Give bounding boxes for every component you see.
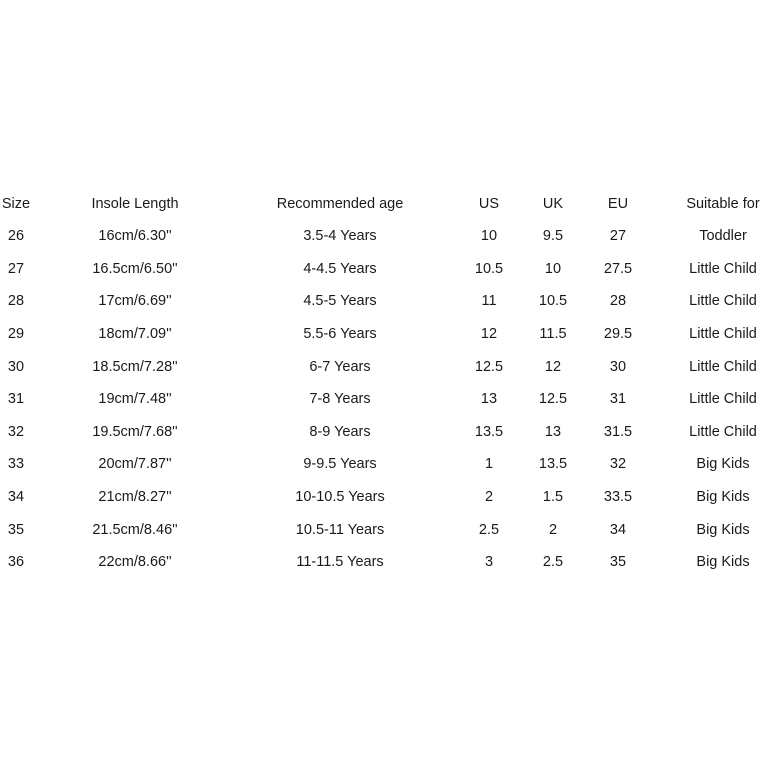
table-row xyxy=(0,350,768,383)
header-size: Size xyxy=(1,195,31,212)
cell-insole-length: 20cm/7.87'' xyxy=(98,456,172,473)
table-row xyxy=(0,220,768,253)
header-uk: UK xyxy=(542,195,564,212)
cell-eu: 31.5 xyxy=(603,423,633,440)
cell-suitable-for: Little Child xyxy=(689,326,757,343)
table-row xyxy=(0,253,768,286)
cell-insole-length: 22cm/8.66'' xyxy=(98,554,172,571)
cell-eu: 27.5 xyxy=(603,260,633,277)
header-suitable-for: Suitable for xyxy=(686,195,760,212)
cell-recommended-age: 7-8 Years xyxy=(309,391,371,408)
cell-eu: 34 xyxy=(609,521,627,538)
cell-uk: 2.5 xyxy=(542,554,564,571)
cell-insole-length: 21.5cm/8.46'' xyxy=(92,521,178,538)
header-eu: EU xyxy=(607,195,629,212)
cell-size: 32 xyxy=(7,423,25,440)
cell-us: 10 xyxy=(480,228,498,245)
cell-uk: 11.5 xyxy=(539,326,567,343)
cell-eu: 31 xyxy=(609,391,627,408)
cell-suitable-for: Little Child xyxy=(689,391,757,408)
cell-recommended-age: 3.5-4 Years xyxy=(303,228,377,245)
header-insole-length: Insole Length xyxy=(91,195,179,212)
cell-uk: 12 xyxy=(544,358,562,375)
table-row xyxy=(0,448,768,481)
cell-size: 34 xyxy=(7,489,25,506)
cell-us: 12 xyxy=(480,326,498,343)
cell-uk: 9.5 xyxy=(542,228,564,245)
cell-suitable-for: Little Child xyxy=(689,293,757,310)
cell-us: 3 xyxy=(484,554,494,571)
cell-recommended-age: 11-11.5 Years xyxy=(296,554,384,571)
cell-us: 13 xyxy=(480,391,498,408)
cell-us: 1 xyxy=(484,456,494,473)
cell-eu: 33.5 xyxy=(603,489,633,506)
cell-recommended-age: 10.5-11 Years xyxy=(295,521,385,538)
table-row xyxy=(0,285,768,318)
table-row xyxy=(0,383,768,416)
table-row xyxy=(0,318,768,351)
cell-uk: 10 xyxy=(544,260,562,277)
table-row xyxy=(0,513,768,546)
cell-eu: 27 xyxy=(609,228,627,245)
cell-suitable-for: Little Child xyxy=(689,358,757,375)
cell-uk: 1.5 xyxy=(542,489,564,506)
cell-recommended-age: 9-9.5 Years xyxy=(303,456,377,473)
cell-us: 13.5 xyxy=(474,423,504,440)
cell-size: 35 xyxy=(7,521,25,538)
header-us: US xyxy=(478,195,500,212)
cell-suitable-for: Toddler xyxy=(699,228,747,245)
cell-suitable-for: Big Kids xyxy=(696,489,750,506)
cell-uk: 2 xyxy=(548,521,558,538)
cell-uk: 13 xyxy=(544,423,562,440)
table-row xyxy=(0,416,768,449)
table-body xyxy=(0,220,768,579)
cell-recommended-age: 10-10.5 Years xyxy=(295,489,385,506)
cell-insole-length: 18cm/7.09'' xyxy=(98,326,172,343)
cell-suitable-for: Big Kids xyxy=(696,456,750,473)
cell-insole-length: 21cm/8.27'' xyxy=(98,489,172,506)
cell-eu: 28 xyxy=(609,293,627,310)
cell-us: 11 xyxy=(481,293,497,310)
size-chart-table xyxy=(0,187,768,579)
cell-suitable-for: Big Kids xyxy=(696,521,750,538)
cell-eu: 35 xyxy=(609,554,627,571)
cell-size: 29 xyxy=(7,326,25,343)
cell-uk: 12.5 xyxy=(538,391,568,408)
cell-size: 30 xyxy=(7,358,25,375)
cell-us: 10.5 xyxy=(474,260,504,277)
table-row xyxy=(0,546,768,579)
cell-us: 2.5 xyxy=(478,521,500,538)
cell-suitable-for: Little Child xyxy=(689,423,757,440)
cell-size: 27 xyxy=(7,260,25,277)
cell-size: 28 xyxy=(7,293,25,310)
cell-insole-length: 19.5cm/7.68'' xyxy=(92,423,178,440)
cell-size: 31 xyxy=(7,391,25,408)
cell-size: 36 xyxy=(7,554,25,571)
cell-recommended-age: 8-9 Years xyxy=(309,423,371,440)
cell-eu: 32 xyxy=(609,456,627,473)
cell-suitable-for: Big Kids xyxy=(696,554,750,571)
cell-size: 26 xyxy=(7,228,25,245)
cell-recommended-age: 4-4.5 Years xyxy=(303,260,377,277)
cell-us: 2 xyxy=(484,489,494,506)
cell-size: 33 xyxy=(7,456,25,473)
cell-eu: 29.5 xyxy=(603,326,633,343)
cell-insole-length: 16cm/6.30'' xyxy=(98,228,172,245)
cell-recommended-age: 5.5-6 Years xyxy=(303,326,377,343)
cell-uk: 10.5 xyxy=(538,293,568,310)
cell-suitable-for: Little Child xyxy=(689,260,757,277)
cell-insole-length: 18.5cm/7.28'' xyxy=(92,358,178,375)
cell-insole-length: 19cm/7.48'' xyxy=(98,391,172,408)
table-row xyxy=(0,481,768,514)
cell-insole-length: 17cm/6.69'' xyxy=(98,293,172,310)
cell-insole-length: 16.5cm/6.50'' xyxy=(92,260,178,277)
cell-us: 12.5 xyxy=(474,358,504,375)
header-recommended-age: Recommended age xyxy=(276,195,404,212)
cell-uk: 13.5 xyxy=(538,456,568,473)
cell-eu: 30 xyxy=(609,358,627,375)
table-header-row xyxy=(0,187,768,220)
cell-recommended-age: 6-7 Years xyxy=(309,358,371,375)
cell-recommended-age: 4.5-5 Years xyxy=(303,293,377,310)
